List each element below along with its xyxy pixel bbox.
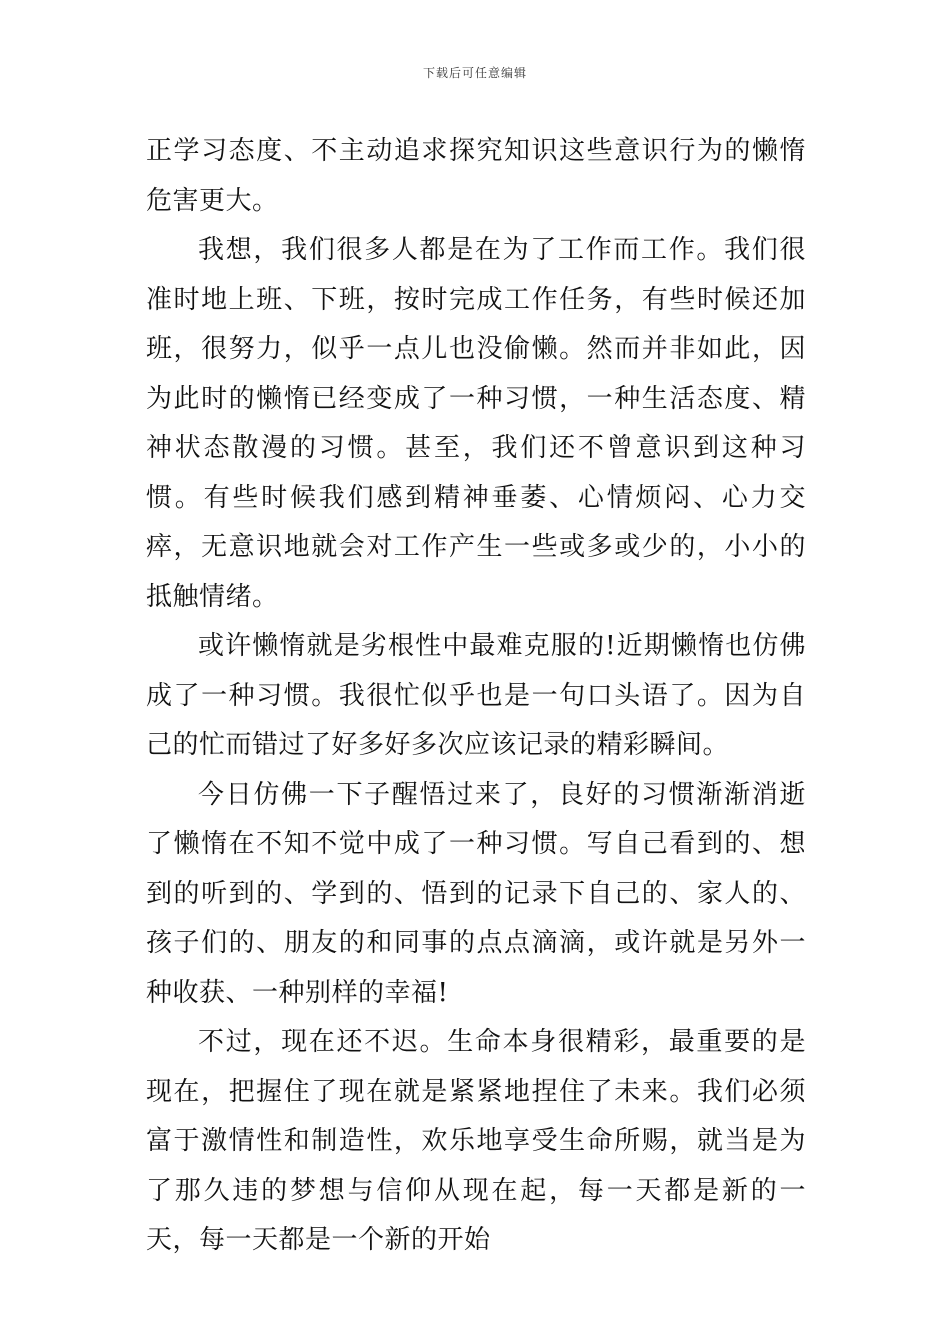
paragraph: 或许懒惰就是劣根性中最难克服的!近期懒惰也仿佛成了一种习惯。我很忙似乎也是一句口头语了。因为自己的忙而错过了好多好多次应该记录的精彩瞬间。 [146, 631, 806, 760]
paragraph: 今日仿佛一下子醒悟过来了，良好的习惯渐渐消逝了懒惰在不知不觉中成了一种习惯。写自己看到的、想到的听到的、学到的、悟到的记录下自己的、家人的、孩子们的、朋友的和同事的点点滴滴，或许就是另外一种收获、一种别样的幸福! [146, 779, 806, 1008]
paragraph-continuation: 正学习态度、不主动追求探究知识这些意识行为的懒惰危害更大。 [146, 136, 806, 216]
paragraph: 不过，现在还不迟。生命本身很精彩，最重要的是现在，把握住了现在就是紧紧地捏住了未来。我们必须富于激情性和制造性，欢乐地享受生命所赐，就当是为了那久违的梦想与信仰从现在起，每一天都是新的一天，每一天都是一个新的开始 [146, 1027, 806, 1255]
paragraph: 我想，我们很多人都是在为了工作而工作。我们很准时地上班、下班，按时完成工作任务，有些时候还加班，很努力，似乎一点儿也没偷懒。然而并非如此，因为此时的懒惰已经变成了一种习惯，一种生活态度、精神状态散漫的习惯。甚至，我们还不曾意识到这种习惯。有些时候我们感到精神垂萎、心情烦闷、心力交瘁，无意识地就会对工作产生一些或多或少的，小小的抵触情绪。 [146, 235, 806, 612]
header-note: 下载后可任意编辑 [422, 66, 527, 80]
document-body [146, 127, 806, 1266]
